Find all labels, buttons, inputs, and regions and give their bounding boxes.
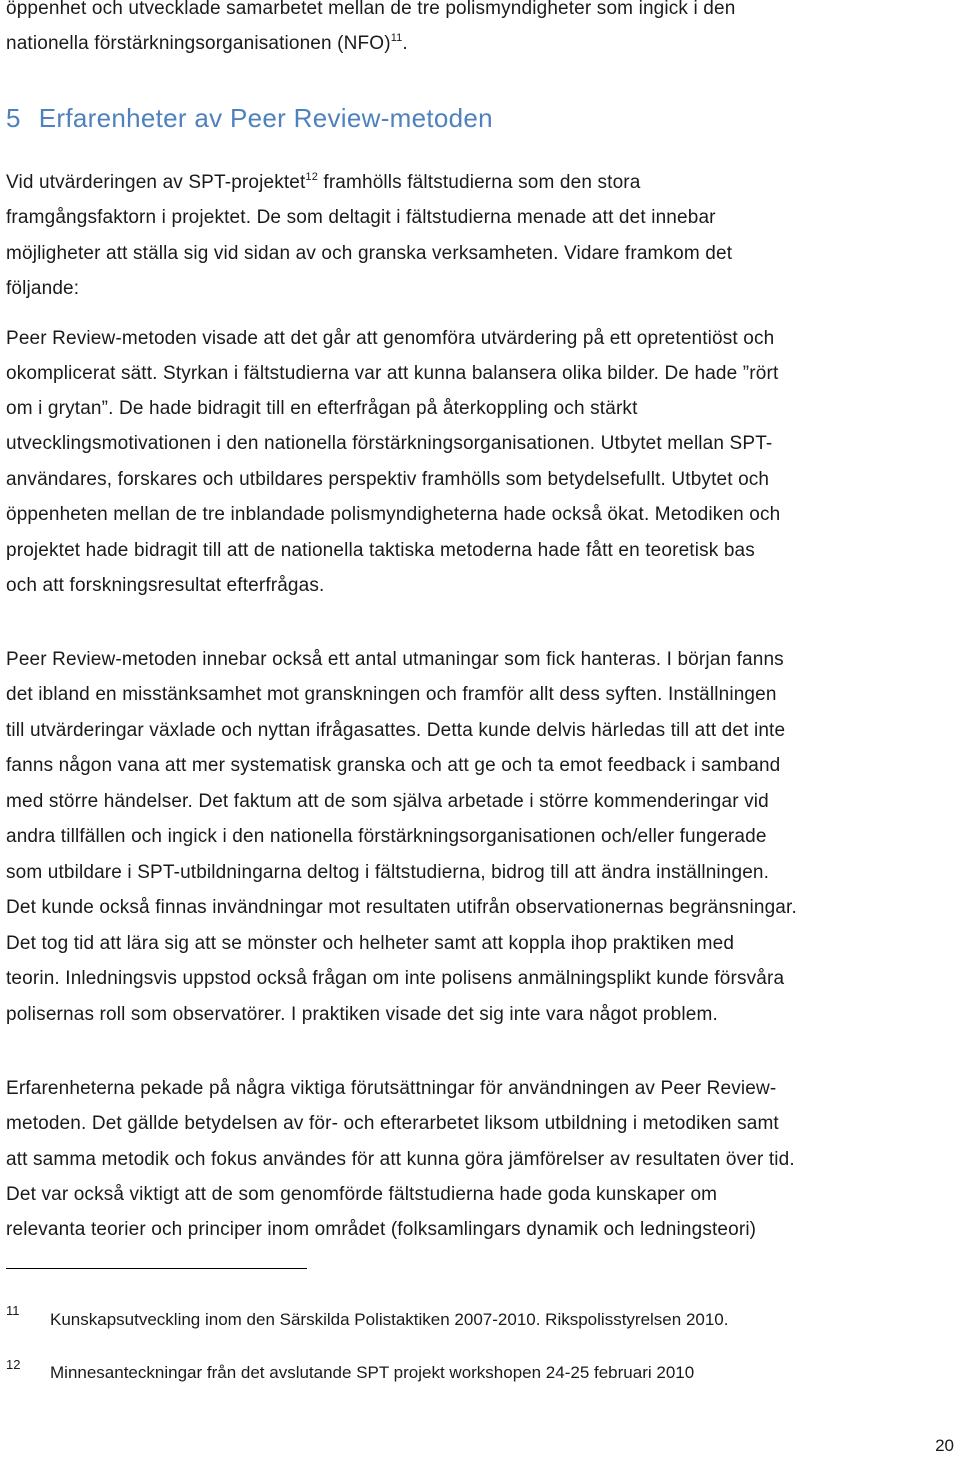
footnote-ref-12[interactable]: 12 [305, 171, 318, 183]
footnote-ref-11[interactable]: 11 [390, 32, 403, 44]
body-line: öppenhet och utvecklade samarbetet mellan de tre polismyndigheter som ingick i den [6, 0, 736, 19]
body-line: nationella förstärkningsorganisationen (NFO)$^{11}$. [6, 32, 408, 54]
body-line: Peer Review-metoden visade att det går att genomföra utvärdering på ett opretentiöst och [6, 328, 775, 349]
body-line: Peer Review-metoden innebar också ett antal utmaningar som fick hanteras. I början fanns [6, 649, 784, 670]
body-line: att samma metodik och fokus användes för att kunna göra jämförelser av resultaten över tid. [6, 1149, 795, 1170]
body-line: det ibland en misstänksamhet mot granskningen och framför allt dess syften. Inställningen [6, 684, 777, 705]
body-line: som utbildare i SPT-utbildningarna deltog i fältstudierna, bidrog till att ändra inställningen. [6, 862, 770, 883]
body-line: fanns någon vana att mer systematisk granska och att ge och ta emot feedback i samband [6, 755, 781, 776]
footnote-text: Kunskapsutveckling inom den Särskilda Polistaktiken 2007-2010. Rikspolisstyrelsen 2010. [50, 1310, 729, 1329]
section-heading [6, 102, 493, 134]
body-line: om i grytan”. De hade bidragit till en efterfrågan på återkoppling och stärkt [6, 398, 638, 419]
section-number: 5 [6, 103, 21, 133]
body-line: metoden. Det gällde betydelsen av för- och efterarbetet liksom utbildning i metodiken samt [6, 1113, 779, 1134]
body-line: polisernas roll som observatörer. I praktiken visade det sig inte vara något problem. [6, 1004, 718, 1025]
body-line: teorin. Inledningsvis uppstod också frågan om inte polisens anmälningsplikt kunde försvåra [6, 968, 785, 989]
body-line: och att forskningsresultat efterfrågas. [6, 575, 325, 596]
body-line: framgångsfaktorn i projektet. De som deltagit i fältstudierna menade att det innebar [6, 207, 716, 228]
body-line: användares, forskares och utbildares perspektiv framhölls som betydelsefullt. Utbytet och [6, 469, 770, 490]
body-line: Det var också viktigt att de som genomförde fältstudierna hade goda kunskaper om [6, 1184, 718, 1205]
body-line: med större händelser. Det faktum att de som själva arbetade i större kommenderingar vid [6, 791, 769, 812]
body-line: Det kunde också finnas invändningar mot resultaten utifrån observationernas begränsningar. [6, 897, 797, 918]
body-line: möjligheter att ställa sig vid sidan av och granska verksamheten. Vidare framkom det [6, 243, 733, 264]
body-line: öppenheten mellan de tre inblandade polismyndigheterna hade också ökat. Metodiken och [6, 504, 781, 525]
body-line: relevanta teorier och principer inom området (folksamlingars dynamik och ledningsteori) [6, 1219, 757, 1240]
footnote-separator [6, 1268, 307, 1269]
footnote-number: 11 [6, 1303, 20, 1318]
body-line: okomplicerat sätt. Styrkan i fältstudierna var att kunna balansera olika bilder. De hade ”rört [6, 363, 779, 384]
section-title: Erfarenheter av Peer Review-metoden [38, 103, 493, 133]
body-line: utvecklingsmotivationen i den nationella förstärkningsorganisationen. Utbytet mellan SPT- [6, 433, 773, 454]
body-line: Vid utvärderingen av SPT-projektet$^{12}$ framhölls fältstudierna som den stora [6, 171, 641, 193]
footnote-number: 12 [6, 1357, 21, 1372]
body-line: Erfarenheterna pekade på några viktiga förutsättningar för användningen av Peer Review- [6, 1078, 777, 1099]
body-line: till utvärderingar växlade och nyttan ifrågasattes. Detta kunde delvis härledas till att det inte [6, 720, 786, 741]
page-number: 20 [935, 1436, 954, 1455]
body-line: följande: [6, 278, 80, 299]
body-line: projektet hade bidragit till att de nationella taktiska metoderna hade fått en teoretisk bas [6, 540, 755, 561]
body-line: andra tillfällen och ingick i den nationella förstärkningsorganisationen och/eller fungerade [6, 826, 767, 847]
body-line: Det tog tid att lära sig att se mönster och helheter samt att koppla ihop praktiken med [6, 933, 735, 954]
footnote-text: Minnesanteckningar från det avslutande SPT projekt workshopen 24-25 februari 2010 [50, 1363, 695, 1382]
